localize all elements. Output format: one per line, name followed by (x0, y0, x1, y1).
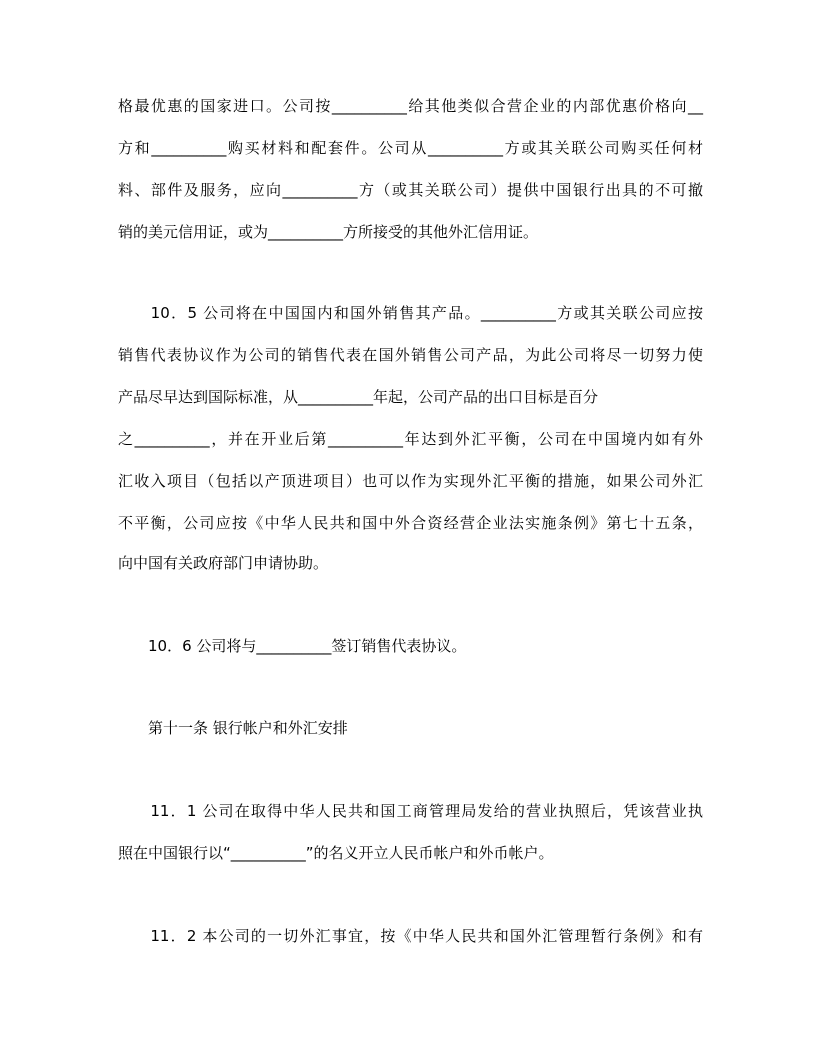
text-line: 11．1 公司在取得中华人民共和国工商管理局发给的营业执照后，凭该营业执 (118, 802, 703, 820)
text-line: 不平衡，公司应按《中华人民共和国中外合资经营企业法实施条例》第七十五条， (118, 514, 703, 532)
text-line: 11．2 本公司的一切外汇事宜，按《中华人民共和国外汇管理暂行条例》和有 (118, 927, 703, 945)
text-line: 照在中国银行以“__________”的名义开立人民币帐户和外币帐户。 (118, 844, 554, 862)
text-line: 向中国有关政府部门申请协助。 (118, 554, 329, 572)
text-line: 10．5 公司将在中国国内和国外销售其产品。__________方或其关联公司应按 (118, 304, 703, 322)
text-line: 产品尽早达到国际标准，从__________年起，公司产品的出口目标是百分 (118, 388, 599, 406)
text-line: 之__________，并在开业后第__________年达到外汇平衡，公司在中国境内如有外 (118, 430, 703, 448)
text-line: 销售代表协议作为公司的销售代表在国外销售公司产品，为此公司将尽一切努力使 (118, 346, 703, 364)
text-line: 料、部件及服务，应向__________方（或其关联公司）提供中国银行出具的不可撤 (118, 181, 703, 199)
section-heading: 第十一条 银行帐户和外汇安排 (118, 719, 348, 737)
text-line: 方和__________购买材料和配套件。公司从__________方或其关联公司购买任何材 (118, 139, 703, 157)
text-line: 10．6 公司将与__________签订销售代表协议。 (118, 637, 467, 655)
text-line: 汇收入项目（包括以产顶进项目）也可以作为实现外汇平衡的措施，如果公司外汇 (118, 472, 703, 490)
text-line: 格最优惠的国家进口。公司按__________给其他类似合营企业的内部优惠价格向__ (118, 97, 703, 115)
text-line: 销的美元信用证，或为__________方所接受的其他外汇信用证。 (118, 223, 539, 241)
